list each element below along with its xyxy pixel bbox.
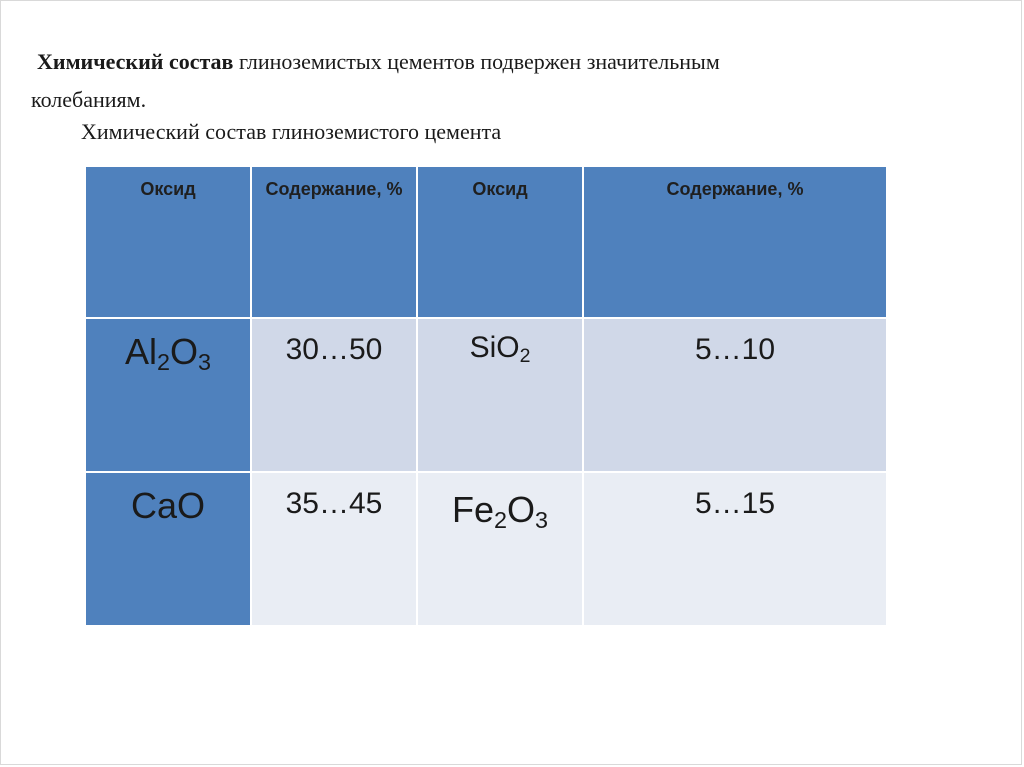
oxide-cell [417, 318, 583, 472]
content-cell [251, 318, 417, 472]
content-cell [583, 318, 887, 472]
table-row [85, 472, 887, 626]
oxide-formula: SiO$_2$ [469, 331, 531, 367]
intro-paragraph [31, 43, 971, 119]
content-cell [583, 472, 887, 626]
header-content-2: Содержание, % [583, 166, 887, 318]
oxide-formula: $Fe_2O_3$ [451, 489, 549, 533]
intro-line-1 [31, 43, 971, 81]
content-value: 30…50 [285, 333, 383, 366]
intro-bold-text: Химический состав [37, 49, 234, 74]
intro-rest-text: глиноземистых цементов подвержен значительным [233, 49, 720, 74]
oxide-cell [417, 472, 583, 626]
header-oxide-1: Оксид [85, 166, 251, 318]
oxide-cell [85, 318, 251, 472]
header-content-1: Содержание, % [251, 166, 417, 318]
oxide-formula: $Al_2O_3$ [124, 331, 212, 375]
table-header-row [85, 166, 887, 318]
intro-line-2: колебаниям. [31, 87, 147, 112]
content-value: 35…45 [285, 487, 383, 520]
table-caption: Химический состав глиноземистого цемента [81, 119, 502, 144]
oxide-cell [85, 472, 251, 626]
oxide-formula: CaO [130, 485, 206, 526]
content-cell [251, 472, 417, 626]
header-oxide-2: Оксид [417, 166, 583, 318]
content-value: 5…10 [694, 333, 776, 366]
content-value: 5…15 [694, 487, 776, 520]
table-row [85, 318, 887, 472]
oxide-composition-table [84, 165, 888, 627]
